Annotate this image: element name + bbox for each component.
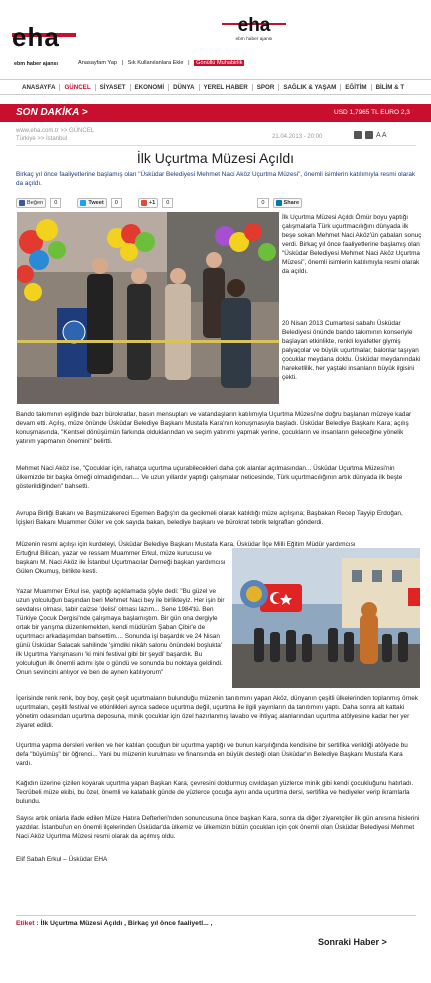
nav-item-dunya[interactable]: DÜNYA (169, 84, 199, 91)
nav-item-egitim[interactable]: EĞİTİM (341, 84, 371, 91)
article-side-paragraph-1: İlk Uçurtma Müzesi Açıldı Ömür boyu yaptığı çalışmalarla Türk uçurtmacılığını dünyada ilk beşe sokan Mehmet Naci Aköz'ün çabaları sonuç verdi. Birkaç yıl önce faaliyetlerine başlamış olan "Üsküdar Belediyesi Mehmet Naci Aköz Uçurtma Müzesi", önemli isimlerin katılımıyla resmi olarak da açıldı. (282, 214, 422, 275)
article-paragraph: Sayısı artık onlarla ifade edilen Müze Hatıra Defterleri'nden sonuncusuna önce başkan Kara, sonra da diğer ziyaretçiler ilk gün anısına hislerini yazdılar. İstanbul'un en önemli ilçelerinden Üsküdar'da ülkemiz ve ülkemizin bütün çocukları için çok önemli olan Üsküdar Belediyesi Mehmet Naci Aköz Uçurtma Müzesi resmi olarak da açılmış oldu. (16, 815, 420, 840)
add-favorites-link[interactable]: Sık Kullanılanlara Ekle (127, 60, 184, 66)
divider (16, 915, 416, 916)
link-separator: | (188, 60, 190, 66)
logo-text: eha (12, 22, 60, 52)
facebook-like-button[interactable] (16, 198, 46, 208)
linkedin-share-button[interactable] (273, 198, 303, 208)
linkedin-count: 0 (257, 198, 268, 208)
article-photo-opening-ceremony[interactable] (17, 212, 279, 404)
linkedin-label: Share (283, 200, 300, 206)
google-plus-button[interactable] (138, 198, 158, 208)
ceremony-photo-illustration (17, 212, 279, 404)
article-paragraph: Kağıdın üzerine çizilen koyarak uçurtma yapan Başkan Kara, çevresini doldurmuş cıvıldaşan yüzlerce minik gibi kendi çocukluğunu hatırladı. Tecrübeli müze ekibi, bu özel, önemli ve kalabalık günde de yüzlerce çocuğa aynı anda uçurtma dersi, sertifika ve hediyeler verip ikramlarla bulundu. (16, 780, 414, 805)
article-author: Elif Sabah Erkul – Üsküdar EHA (16, 856, 108, 863)
facebook-icon (19, 200, 25, 206)
article-title: İlk Uçurtma Müzesi Açıldı (136, 150, 295, 166)
article-paragraph: Avrupa Birliği Bakanı ve Başmüzakereci Egemen Bağış'ın da gecikmeli olarak katıldığı müze açılışına; Başbakan Recep Tayyip Erdoğan, İçişleri Bakanı Muammer Güler ve çok sayıda bakan, belediye başkanı ve bürokrat tebrik telgrafları gönderdi. (16, 510, 403, 526)
tweet-label: Tweet (88, 200, 104, 206)
top-links (78, 60, 247, 66)
currency-ticker: USD 1,7965 TL EURO 2,3 (334, 109, 410, 116)
publish-date: 21.04.2013 - 20:00 (272, 134, 323, 140)
article-photo-museum-square[interactable] (232, 548, 420, 688)
divider (16, 145, 416, 146)
article-paragraph: Mehmet Naci Aköz ise, "Çocuklar için, rahatça uçurtma uçurabilecekleri daha çok alanlar açılmasından... Üsküdar Uçurtma Müzesi'nin ülkemizde bir başka örneği olmadığından.... Ve uzun yıllardır yaptığı çalışmalar neticesinde, Türk uçurtmacılığının artık dünyada ilk beşte gösterildiğinden" bahsetti. (16, 465, 403, 490)
nav-item-ekonomi[interactable]: EKONOMİ (131, 84, 170, 91)
nav-item-spor[interactable]: SPOR (253, 84, 280, 91)
eha-logo-small[interactable] (222, 16, 286, 42)
gplus-label: +1 (148, 200, 156, 206)
article-quote: Yazar Muammer Erkul ise, yaptığı açıklamada şöyle dedi: "Bu güzel ve uzun yolculuğun başından beri Mehmet Naci bey ile birlikteyiz. Her işin bir sevdalısı olması, tabir caizse 'delisi' olması lazım... Sene 1984'tü. Ben Türkiye Çocuk Dergisi'nde çalışmaya başlamıştım. Bir gün ona dergiyle ortak bir yarışma düzenlemekten, kendi müdürüm Şaban Çibir'e de uçurtmacı arkadaşımdan bahsettim.... Sonunda işi başardık ve 24 Nisan günü Üsküdar Salacak sahilinde 'şimdiki nikâh salonu önündeki boşlukta' ilk Uçurtma Yarışmasını 'ki mini festival gibi bir şeydi' başardık. Bu yolculuğun ilk önemli adımı işte o gündü ve sonunda bu noktaya geldindi. Onun sevincini anlıyor ve ben de aynen katılıyorum" (16, 588, 225, 676)
tags-value[interactable]: İlk Uçurtma Müzesi Açıldı , Birkaç yıl önce faaliyetl... , (40, 920, 213, 927)
twitter-icon (80, 200, 86, 206)
tags-label: Etiket : (16, 920, 39, 927)
article-paragraph: Ertuğrul Bilican, yazar ve ressam Muammer Erkul, müze kurucusu ve başkanı M. Naci Aköz ile İstanbul Uçurtmacılar Derneği başkan yardımcısı Gülen Okumuş, birlikte kesti. (16, 550, 226, 575)
share-bar (16, 197, 302, 209)
email-icon[interactable] (365, 131, 373, 139)
nav-item-guncel[interactable]: GÜNCEL (60, 84, 95, 91)
like-count: 0 (50, 198, 61, 208)
eha-logo[interactable] (12, 22, 78, 56)
breadcrumb[interactable]: www.eha.com.tr >> GÜNCEL (16, 128, 95, 134)
tweet-button[interactable] (77, 198, 106, 208)
set-homepage-link[interactable]: Anasayfam Yap (78, 60, 117, 66)
nav-item-siyaset[interactable]: SİYASET (96, 84, 131, 91)
nav-item-anasayfa[interactable]: ANASAYFA (18, 84, 60, 91)
breaking-news-bar (0, 104, 431, 122)
article-lead: Birkaç yıl önce faaliyetlerine başlamış olan "Üsküdar Belediyesi Mehmet Naci Aköz Uçurtma Müzesi", önemli isimlerin katılımıyla resmi olarak da açıldı. (16, 171, 416, 187)
nav-item-bilim[interactable]: BİLİM & T (375, 83, 405, 91)
link-separator: | (121, 60, 123, 66)
article-tools (354, 131, 387, 139)
print-icon[interactable] (354, 131, 362, 139)
breadcrumb-location[interactable]: Türkiye >> İstanbul (16, 136, 68, 142)
main-nav (0, 79, 431, 95)
tweet-count: 0 (111, 198, 122, 208)
next-news-button[interactable]: Sonraki Haber > (318, 937, 387, 947)
article-paragraph: İçerisinde renk renk, boy boy, çeşit çeşit uçurtmaların bulunduğu müzenin tanıtımını yapan Aköz, dünyanın çeşitli ülkelerinden toplanmış örnek uçurtmaları, çeşitli festival ve etkinlikleri ayrıca sadece uçurtma değil, uçurtma ile ilgili yayınların da tanıtımını yaptı. Daha sonra alt kattaki yönetim odasından uçurtma deposuna, minik çocuklar için özel hazırlanmış lavabo ve ihtiyaç alanlarından uçurtma atölyesine kadar her yer ziyaret edildi. (16, 695, 418, 729)
nav-item-yerel-haber[interactable]: YEREL HABER (200, 84, 253, 91)
tags-line (16, 920, 213, 927)
article-side-paragraph-2: 20 Nisan 2013 Cumartesi sabahı Üsküdar Belediyesi önünde bando takımının konseriyle başlayan etkinlikte, renkli kıyafetler giymiş palyaçolar ve büyük uçurtmalar, balonlar taşıyan çocuklar meydana doldu. Üsküdar meydanındaki hareketlilik, her yaştaki insanların büyük ilgisini çekti. (282, 320, 421, 381)
google-plus-icon (141, 200, 147, 206)
linkedin-icon (276, 200, 282, 206)
article-paragraph: Müzenin resmi açılışı için kurdeleyi, Üsküdar Belediye Başkanı Mustafa Kara, Üsküdar İlçe Milli Eğitim Müdür yardımcısı (16, 541, 356, 548)
logo-small-text: eha (237, 15, 271, 36)
logo-subtitle: ebm haber ajansı (14, 61, 59, 67)
logo-small-subtitle: ebm haber ajansı (235, 37, 273, 42)
font-size-buttons[interactable]: A A (376, 131, 387, 139)
article-paragraph: Uçurtma yapma dersleri verilen ve her katılan çocuğun bir uçurtma yaptığı ve bunun karşılığında kendisine bir sertifika verildiği atölyede bu defa "büyümüş" bir öğrenci... Yani bu müzenin kurulması ve finansında en büyük desteği olan Üsküdar'ın Belediye Başkanı Mustafa Kara vardı. (16, 742, 408, 767)
breaking-news-label[interactable]: SON DAKİKA > (16, 107, 88, 118)
article-paragraph: Bando takımının eşliğinde bazı bürokratlar, basın mensupları ve vatandaşların katılımıyla Uçurtma Müzesi'ne doğru başlanan müzeye kadar devam etti. Açılış, müze önünde Üsküdar Belediye Başkanı Mustafa Kara'nın konuşmasıyla başladı. Üsküdar Belediye Başkanı Kara; açılış konuşmasında, "Kentsel dönüşümün farkında olduklarından ve seçim yatırımı yapmak yerine, çocukların ve insanların geleceğine yönelik yatırım yapmanın önemini" belirtti. (16, 411, 412, 445)
museum-photo-illustration (232, 548, 420, 688)
gplus-count: 0 (162, 198, 173, 208)
nav-item-saglik-yasam[interactable]: SAĞLIK & YAŞAM (279, 84, 341, 91)
like-label: Beğen (27, 200, 44, 206)
volunteer-reporter-link[interactable]: Gönüllü Muhabirlik (196, 60, 243, 66)
